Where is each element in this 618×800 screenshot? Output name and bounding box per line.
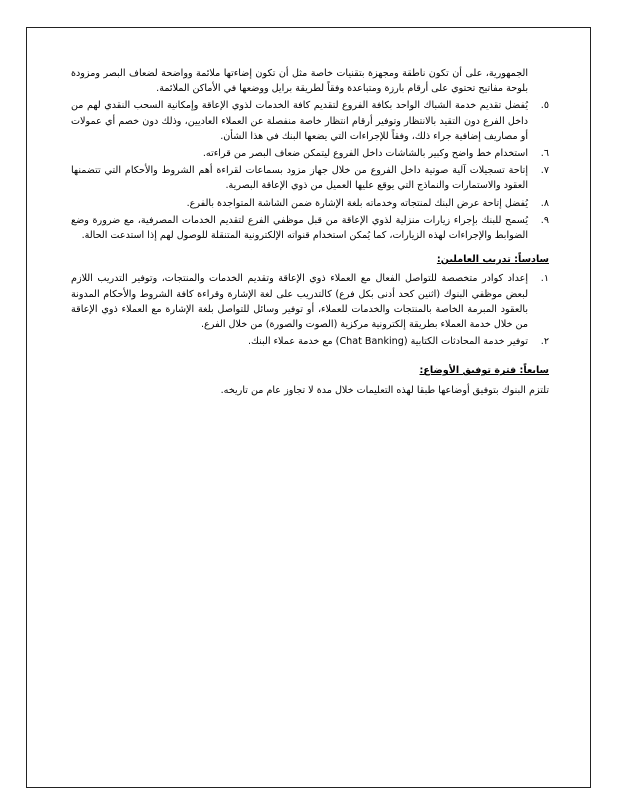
- list-item: [71, 163, 549, 193]
- accessibility-list: [71, 98, 549, 243]
- list-item: [71, 271, 549, 332]
- compliance-paragraph: تلتزم البنوك بتوفيق أوضاعها طبقا لهذه التعليمات خلال مدة لا تجاوز عام من تاريخه.: [220, 384, 549, 396]
- list-item: [71, 196, 549, 211]
- section-heading-training: سادساً: تدريب العاملين:: [436, 254, 549, 266]
- list-text: استخدام خط واضح وكبير بالشاشات داخل الفروع ليتمكن ضعاف البصر من قراءته.: [202, 148, 528, 160]
- list-text: يُفضل إتاحة عرض البنك لمنتجاته وخدماته بلغة الإشارة ضمن الشاشة المتواجدة بالفرع.: [186, 197, 528, 209]
- list-item: [71, 213, 549, 243]
- list-number: .٨: [540, 197, 549, 209]
- document-body: [71, 66, 549, 398]
- section-heading-compliance-period: سابعاً: فترة توفيق الأوضاع:: [419, 365, 549, 377]
- list-text: يُسمح للبنك بإجراء زيارات منزلية لذوي الإعاقة من قبل موظفي الفرع لتقديم الخدمات المصرفية، مع ضرورة وضع الضوابط والإجراءات لهذه الزيارات، كما يُمكن استخدام قنواته الإلكترونية المتنقلة للوصول لهم إذا استدعت الحالة.: [71, 214, 528, 242]
- list-item: [71, 334, 549, 349]
- list-number: .١: [540, 273, 549, 285]
- list-text: يُفضل تقديم خدمة الشباك الواحد بكافة الفروع لتقديم كافة الخدمات لذوي الإعاقة وإمكانية السحب النقدي لهم من داخل الفرع دون التقيد بالانتظار وتوفير أرقام انتظار خاصة منفصلة عن العملاء العاديين، وذلك دون خصم أي عمولات أو مصاريف إضافية جراء ذلك، وفقاً للإجراءات التي يضعها البنك في هذا الشأن.: [71, 100, 528, 142]
- list-number: .٧: [540, 165, 549, 177]
- list-number: .٩: [540, 214, 549, 226]
- list-item: [71, 98, 549, 144]
- list-text: توفير خدمة المحادثات الكتابية (Chat Banking) مع خدمة عملاء البنك.: [247, 336, 528, 348]
- list-number: .٦: [540, 148, 549, 160]
- list-number: .٥: [540, 100, 549, 112]
- list-text: إعداد كوادر متخصصة للتواصل الفعال مع العملاء ذوي الإعاقة وتقديم الخدمات والمنتجات، وتوفير التدريب اللازم لبعض موظفي البنوك (اثنين كحد أدنى بكل فرع) كالتدريب على لغة الإشارة وقراءة كافة الشروط والأحكام المدونة بالعقود المبرمة الخاصة بالمنتجات والخدمات للعملاء، أو توفير وسائل للتواصل بلغة الإشارة مع العملاء ذوي الإعاقة من خلال خدمة العملاء بطريقة إلكترونية مركزية (الصوت والصورة) من خلال الفرع.: [71, 273, 528, 331]
- continuation-paragraph: الجمهورية، على أن تكون ناطقة ومجهزة بتقنيات خاصة مثل أن تكون إضاءتها ملائمة وواضحة لضعاف البصر ومزودة بلوحة مفاتيح تحتوي على أرقام بارزة ومتباعدة وفقاً لطريقة برايل ووضعها في الأماكن الملائمة.: [71, 68, 528, 95]
- list-item: [71, 146, 549, 161]
- list-number: .٢: [540, 336, 549, 348]
- list-text: إتاحة تسجيلات آلية صوتية داخل الفروع من خلال جهاز مزود بسماعات لقراءة أهم الشروط والأحكام التي تتضمنها العقود والاستمارات والنماذج التي يوقع عليها العميل من ذوي الإعاقة البصرية.: [71, 165, 528, 192]
- training-list: [71, 271, 549, 349]
